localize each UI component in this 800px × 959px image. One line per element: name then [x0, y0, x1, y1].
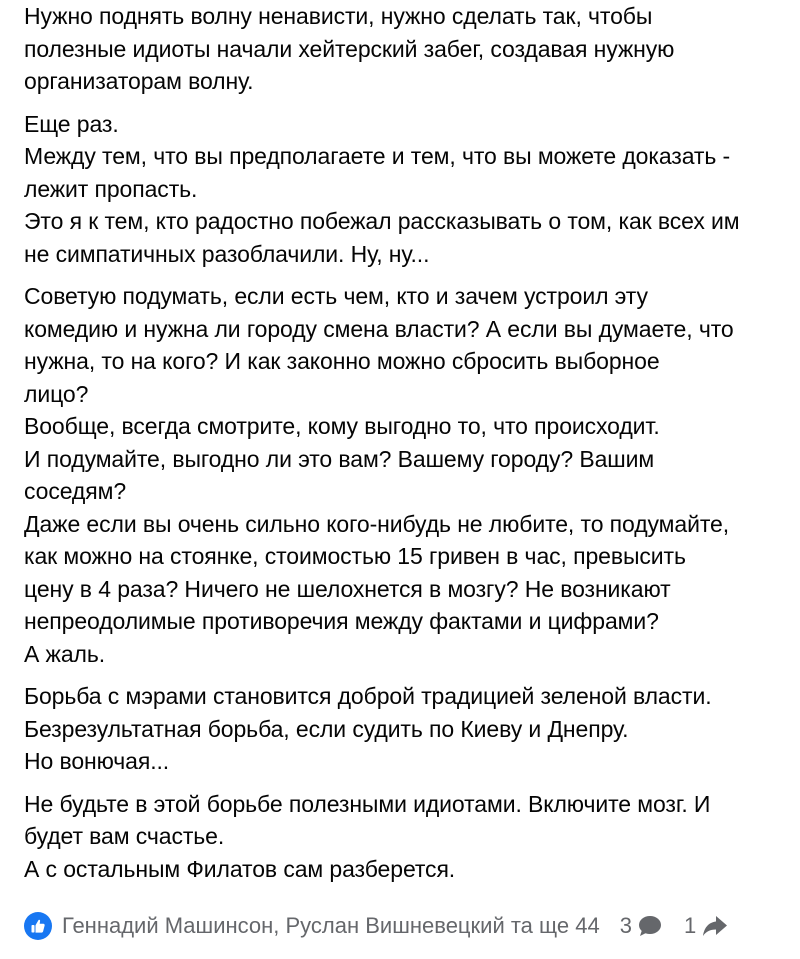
text-line: Еще раз. — [24, 110, 119, 137]
paragraph-4 — [24, 680, 794, 778]
shares-count-value: 1 — [683, 913, 697, 938]
text-line: полезные идиоты начали хейтерский забег, создавая нужную — [24, 35, 675, 62]
text-line: Вообще, всегда смотрите, кому выгодно то, что происходит. — [24, 413, 660, 439]
paragraph-2 — [24, 108, 794, 271]
text-line: А жаль. — [24, 640, 106, 667]
post-footer — [24, 908, 794, 944]
paragraph-5 — [24, 788, 794, 886]
text-line: А с остальным Филатов сам разберется. — [24, 855, 456, 882]
text-line: Даже если вы очень сильно кого-нибудь не любите, то подумайте, — [24, 510, 729, 537]
comment-bubble-icon — [638, 915, 662, 937]
post-body — [24, 0, 794, 885]
thumbs-up-icon[interactable] — [24, 912, 52, 940]
text-line: Но вонючая... — [24, 748, 170, 774]
paragraph-1 — [24, 0, 794, 98]
text-line: непреодолимые противоречия между фактами и цифрами? — [24, 608, 659, 634]
text-line: Не будьте в этой борьбе полезными идиотами. Включите мозг. И — [24, 790, 711, 817]
text-line: как можно на стоянке, стоимостью 15 гривен в час, превысить — [24, 543, 686, 569]
text-line: Борьба с мэрами становится доброй традицией зеленой власти. — [24, 683, 712, 709]
text-line: комедию и нужна ли городу смена власти? А если вы думаете, что — [24, 315, 734, 342]
share-arrow-icon — [702, 915, 728, 937]
comments-count[interactable] — [620, 913, 662, 939]
text-line: не симпатичных разоблачили. Ну, ну... — [24, 240, 430, 267]
comments-count-value: 3 — [619, 913, 632, 938]
text-line: Безрезультатная борьба, если судить по Киеву и Днепру. — [24, 715, 629, 742]
text-line: Нужно поднять волну ненависти, нужно сделать так, чтобы — [24, 3, 653, 29]
text-line: цену в 4 раза? Ничего не шелохнется в мозгу? Не возникают — [24, 575, 671, 602]
text-line: Между тем, что вы предполагаете и тем, что вы можете доказать - — [24, 143, 731, 169]
text-line: будет вам счастье. — [24, 823, 225, 849]
text-line: И подумайте, выгодно ли это вам? Вашему городу? Вашим — [24, 445, 655, 472]
reactions-summary[interactable]: Геннадий Машинсон, Руслан Вишневецкий та ще 44 — [62, 913, 600, 938]
text-line: Это я к тем, кто радостно побежал рассказывать о том, как всех им — [24, 208, 740, 234]
text-line: организаторам волну. — [24, 68, 254, 94]
text-line: лежит пропасть. — [24, 175, 198, 202]
text-line: соседям? — [24, 478, 127, 504]
shares-count[interactable] — [684, 913, 728, 939]
paragraph-3 — [24, 280, 794, 670]
text-line: лицо? — [24, 380, 89, 407]
text-line: Советую подумать, если есть чем, кто и зачем устроил эту — [24, 283, 648, 309]
text-line: нужна, то на кого? И как законно можно сбросить выборное — [24, 348, 660, 374]
